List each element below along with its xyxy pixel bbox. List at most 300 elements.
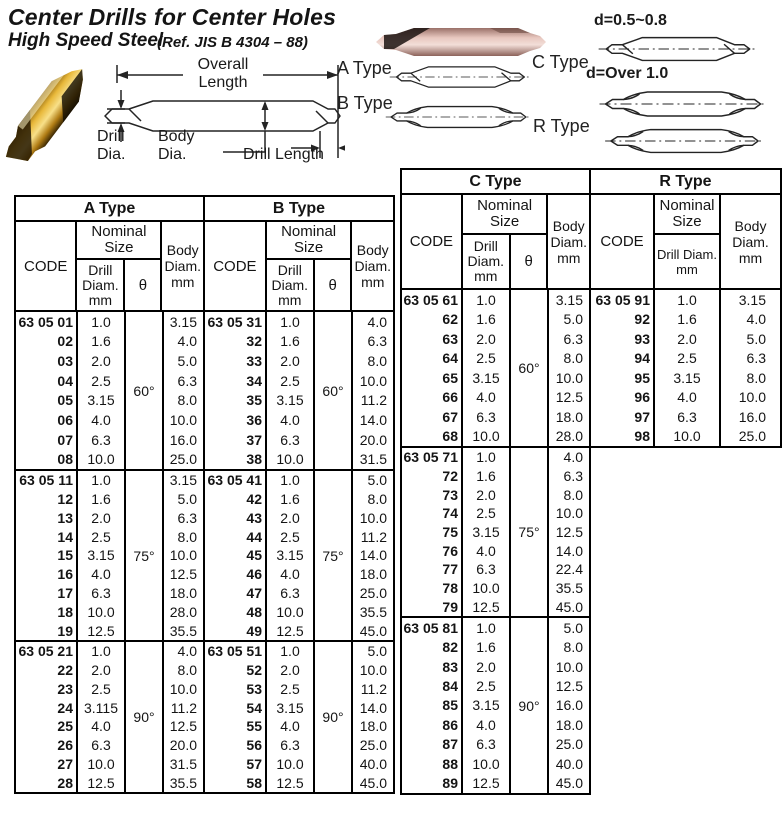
code-cell: 87 (442, 736, 458, 753)
drill-diam-cell: 1.0 (91, 643, 111, 660)
drill-diam-cell: 1.6 (476, 311, 496, 328)
drill-dia-label: Drill Dia. (97, 128, 126, 163)
body-diam-cell: 12.5 (555, 523, 583, 540)
drill-diam-cell: 1.6 (280, 333, 300, 350)
theta-cell: 90° (518, 697, 540, 714)
body-diam-cell: 35.5 (555, 579, 583, 596)
table-header-a (16, 222, 203, 312)
body-diam-cell: 45.0 (555, 598, 583, 615)
code-cell: 58 (246, 774, 262, 791)
body-diam-cell: 16.0 (738, 408, 766, 425)
drill-diam-cell: 1.0 (476, 291, 496, 308)
table-block (16, 640, 203, 792)
drill-diam-cell: 2.0 (91, 353, 111, 370)
code-cell: 32 (246, 333, 262, 350)
code-cell: 19 (57, 622, 73, 639)
body-diam-cell: 25.0 (359, 737, 387, 754)
header-body-diam: Body Diam. mm (732, 217, 769, 266)
drill-diam-cell: 10.0 (472, 428, 500, 445)
table-section-b (205, 195, 395, 794)
drill-diam-cell: 6.3 (91, 737, 111, 754)
body-diam-cell: 28.0 (555, 428, 583, 445)
body-diam-cell: 12.5 (169, 718, 197, 735)
code-cell: 26 (57, 737, 73, 754)
body-diam-cell: 35.5 (359, 603, 387, 620)
drill-diam-cell: 1.0 (280, 313, 300, 330)
code-cell: 38 (246, 451, 262, 468)
drill-diam-cell: 6.3 (476, 561, 496, 578)
body-diam-cell: 8.0 (746, 369, 766, 386)
body-diam-cell: 20.0 (169, 737, 197, 754)
code-cell: 04 (57, 372, 73, 389)
header-theta: θ (138, 276, 148, 294)
body-diam-cell: 5.0 (746, 330, 766, 347)
body-diam-cell: 8.0 (563, 350, 583, 367)
page-title: Center Drills for Center Holes (8, 4, 337, 30)
header-code: CODE (402, 195, 463, 288)
body-diam-cell: 10.0 (169, 411, 197, 428)
body-diam-cell: 14.0 (359, 547, 387, 564)
code-cell: 77 (442, 561, 458, 578)
drill-diam-cell: 3.115 (84, 699, 118, 716)
code-cell: 62 (442, 311, 458, 328)
code-cell: 25 (57, 718, 73, 735)
header-theta: θ (524, 253, 533, 270)
drill-diam-cell: 1.0 (677, 291, 697, 308)
drill-diam-cell: 1.0 (476, 449, 496, 466)
code-cell: 37 (246, 431, 262, 448)
reference-note: (Ref. JIS B 4304 – 88) (157, 34, 308, 51)
drill-diam-cell: 2.5 (280, 528, 300, 545)
body-diam-cell: 25.0 (169, 451, 197, 468)
body-diam-cell: 12.5 (555, 678, 583, 695)
drill-diam-cell: 2.0 (91, 509, 111, 526)
code-cell: 65 (442, 369, 458, 386)
drill-diam-cell: 4.0 (280, 566, 300, 583)
body-diam-cell: 31.5 (169, 755, 197, 772)
code-cell: 43 (246, 509, 262, 526)
drill-diam-cell: 3.15 (472, 523, 500, 540)
drill-diam-cell: 10.0 (87, 755, 115, 772)
code-cell: 47 (246, 584, 262, 601)
body-diam-cell: 28.0 (169, 603, 197, 620)
body-diam-cell: 12.5 (169, 566, 197, 583)
code-cell: 06 (57, 411, 73, 428)
code-cell: 97 (634, 408, 650, 425)
code-cell: 72 (442, 467, 458, 484)
drill-diam-cell: 1.0 (280, 472, 300, 489)
body-diam-cell: 18.0 (555, 408, 583, 425)
table-header-b (205, 222, 393, 312)
code-cell: 27 (57, 755, 73, 772)
code-cell: 85 (442, 697, 458, 714)
body-diam-cell: 10.0 (359, 372, 387, 389)
drill-diam-cell: 6.3 (91, 584, 111, 601)
body-diam-cell: 6.3 (563, 467, 583, 484)
code-cell: 17 (57, 584, 73, 601)
code-cell: 63 05 21 (18, 643, 73, 660)
code-cell: 78 (442, 579, 458, 596)
code-cell: 98 (634, 428, 650, 445)
d-small-label: d=0.5~0.8 (594, 12, 667, 29)
code-cell: 73 (442, 486, 458, 503)
drill-diam-cell: 12.5 (472, 598, 500, 615)
drill-diam-cell: 1.6 (476, 639, 496, 656)
body-diam-cell: 5.0 (177, 353, 197, 370)
drill-diam-cell: 3.15 (87, 547, 115, 564)
table-block (16, 469, 203, 640)
body-diam-cell: 5.0 (177, 491, 197, 508)
body-diam-cell: 6.3 (177, 372, 197, 389)
r-type-label: R Type (533, 116, 590, 136)
theta-cell: 90° (322, 709, 344, 725)
table-c-r (400, 168, 782, 795)
drill-diam-cell: 1.6 (476, 467, 496, 484)
code-cell: 08 (57, 451, 73, 468)
body-diam-cell: 40.0 (555, 755, 583, 772)
body-diam-cell: 25.0 (359, 584, 387, 601)
drill-diam-cell: 12.5 (87, 774, 115, 791)
drill-diam-cell: 6.3 (677, 408, 697, 425)
header-drill-diam: Drill Diam. mm (657, 246, 717, 277)
body-diam-cell: 4.0 (746, 311, 766, 328)
overall-length-label: Overall Length (197, 56, 249, 91)
body-diam-cell: 18.0 (359, 566, 387, 583)
code-cell: 63 05 01 (18, 313, 73, 330)
body-diam-cell: 4.0 (177, 333, 197, 350)
body-diam-cell: 10.0 (738, 389, 766, 406)
table-block (591, 290, 780, 446)
code-cell: 86 (442, 716, 458, 733)
body-diam-cell: 8.0 (177, 528, 197, 545)
b-type-drawing (384, 98, 532, 136)
table-section-a (14, 195, 205, 794)
b-type-label: B Type (337, 93, 393, 113)
code-cell: 03 (57, 353, 73, 370)
theta-cell: 60° (322, 382, 344, 399)
code-cell: 12 (57, 491, 73, 508)
code-cell: 76 (442, 542, 458, 559)
drill-diam-cell: 2.0 (280, 509, 300, 526)
code-cell: 63 (442, 330, 458, 347)
table-block (402, 290, 589, 446)
header-code: CODE (16, 222, 77, 310)
body-diam-cell: 3.15 (738, 291, 766, 308)
d-large-label: d=Over 1.0 (586, 65, 669, 82)
code-cell: 54 (246, 699, 262, 716)
drill-diam-cell: 2.0 (91, 662, 111, 679)
code-cell: 82 (442, 639, 458, 656)
body-diam-cell: 5.0 (563, 619, 583, 636)
drill-diam-cell: 6.3 (476, 408, 496, 425)
code-cell: 83 (442, 658, 458, 675)
drill-diam-cell: 4.0 (91, 718, 111, 735)
table-section-c (400, 168, 591, 795)
code-cell: 07 (57, 431, 73, 448)
drill-diam-cell: 1.6 (677, 311, 697, 328)
a-type-drawing (388, 60, 532, 94)
body-diam-cell: 10.0 (169, 547, 197, 564)
code-cell: 02 (57, 333, 73, 350)
body-diam-cell: 8.0 (367, 491, 387, 508)
body-diam-cell: 6.3 (367, 333, 387, 350)
drill-diam-cell: 2.0 (677, 330, 697, 347)
code-cell: 63 05 31 (207, 313, 262, 330)
header-drill-diam: Drill Diam. mm (463, 235, 511, 288)
drill-diam-cell: 2.5 (91, 372, 111, 389)
drill-diam-cell: 4.0 (280, 411, 300, 428)
code-cell: 52 (246, 662, 262, 679)
theta-cell: 60° (133, 382, 155, 399)
drill-length-label: Drill Length (243, 146, 324, 163)
theta-cell: 75° (133, 547, 155, 564)
body-diam-cell: 8.0 (367, 353, 387, 370)
drill-diam-cell: 1.0 (476, 619, 496, 636)
header-nominal-size: Nominal Size (77, 222, 160, 260)
body-diam-cell: 4.0 (177, 643, 197, 660)
code-cell: 18 (57, 603, 73, 620)
drill-diam-cell: 2.0 (280, 662, 300, 679)
body-diam-cell: 18.0 (555, 716, 583, 733)
code-cell: 63 05 11 (19, 472, 73, 489)
header-nominal-size: Nominal Size (463, 195, 547, 235)
drill-diam-cell: 6.3 (280, 431, 300, 448)
code-cell: 16 (57, 566, 73, 583)
body-diam-cell: 3.15 (169, 313, 197, 330)
theta-cell: 75° (322, 547, 344, 564)
header-body-diam: Body Diam. mm (164, 242, 202, 290)
body-diam-cell: 10.0 (555, 505, 583, 522)
r-type-drawing (594, 122, 774, 160)
table-a-b (14, 195, 395, 794)
body-diam-cell: 18.0 (169, 584, 197, 601)
body-diam-cell: 11.2 (170, 699, 197, 716)
table-block (205, 640, 393, 792)
code-cell: 35 (246, 392, 262, 409)
code-cell: 74 (442, 505, 458, 522)
drill-diam-cell: 2.5 (476, 678, 496, 695)
body-diam-cell: 10.0 (359, 662, 387, 679)
code-cell: 63 05 71 (403, 449, 458, 466)
code-cell: 46 (246, 566, 262, 583)
body-dia-label: Body Dia. (158, 128, 195, 163)
c-type-drawing-large (590, 84, 775, 124)
code-cell: 44 (246, 528, 262, 545)
drill-diam-cell: 2.0 (280, 353, 300, 370)
drill-diam-cell: 12.5 (276, 622, 304, 639)
drill-diam-cell: 1.0 (91, 472, 111, 489)
table-block (402, 616, 589, 793)
body-diam-cell: 25.0 (738, 428, 766, 445)
code-cell: 89 (442, 775, 458, 792)
drill-diam-cell: 2.5 (280, 372, 300, 389)
code-cell: 13 (57, 509, 73, 526)
drill-diam-cell: 12.5 (472, 775, 500, 792)
header-nominal-size: Nominal Size (267, 222, 351, 260)
body-diam-cell: 4.0 (563, 449, 583, 466)
code-cell: 84 (442, 678, 458, 695)
drill-diam-cell: 4.0 (476, 716, 496, 733)
table-block (402, 446, 589, 616)
code-cell: 57 (246, 755, 262, 772)
body-diam-cell: 5.0 (563, 311, 583, 328)
code-cell: 24 (57, 699, 73, 716)
drill-diam-cell: 6.3 (280, 584, 300, 601)
body-diam-cell: 3.15 (555, 291, 583, 308)
photo-center-drill-steel (370, 20, 550, 64)
code-cell: 23 (57, 680, 73, 697)
header-code: CODE (591, 195, 655, 288)
drill-diam-cell: 2.5 (91, 680, 111, 697)
table-header-c (402, 195, 589, 290)
body-diam-cell: 6.3 (563, 330, 583, 347)
body-diam-cell: 45.0 (555, 775, 583, 792)
code-cell: 45 (246, 547, 262, 564)
code-cell: 66 (442, 389, 458, 406)
body-diam-cell: 45.0 (359, 622, 387, 639)
code-cell: 55 (246, 718, 262, 735)
body-diam-cell: 18.0 (359, 718, 387, 735)
page-subtitle: High Speed Steel (8, 30, 164, 51)
photo-center-drill-gold (2, 58, 90, 176)
drill-diam-cell: 2.5 (280, 680, 300, 697)
code-cell: 75 (442, 523, 458, 540)
code-cell: 34 (246, 372, 262, 389)
header-nominal-size: Nominal Size (655, 195, 719, 235)
drill-diam-cell: 2.0 (476, 486, 496, 503)
body-diam-cell: 14.0 (359, 411, 387, 428)
table-title-c: C Type (402, 170, 589, 195)
body-diam-cell: 25.0 (555, 736, 583, 753)
theta-cell: 75° (518, 524, 540, 540)
drill-diam-cell: 1.6 (91, 333, 111, 350)
drill-diam-cell: 12.5 (87, 622, 115, 639)
drill-diam-cell: 6.3 (476, 736, 496, 753)
code-cell: 95 (634, 369, 650, 386)
body-diam-cell: 10.0 (555, 369, 583, 386)
code-cell: 63 05 91 (595, 291, 650, 308)
drill-diam-cell: 10.0 (472, 579, 500, 596)
drill-diam-cell: 2.5 (91, 528, 111, 545)
body-diam-cell: 3.15 (169, 472, 197, 489)
drill-diam-cell: 4.0 (677, 389, 697, 406)
body-diam-cell: 14.0 (555, 542, 583, 559)
code-cell: 36 (246, 411, 262, 428)
body-diam-cell: 8.0 (563, 486, 583, 503)
table-title-a: A Type (16, 197, 203, 222)
header-body-diam: Body Diam. mm (354, 242, 392, 290)
drill-diam-cell: 4.0 (476, 389, 496, 406)
body-diam-cell: 16.0 (555, 697, 583, 714)
drill-diam-cell: 3.15 (472, 369, 500, 386)
body-diam-cell: 12.5 (555, 389, 583, 406)
body-diam-cell: 16.0 (169, 431, 197, 448)
code-cell: 33 (246, 353, 262, 370)
theta-cell: 90° (133, 709, 155, 725)
body-diam-cell: 45.0 (359, 774, 387, 791)
body-diam-cell: 10.0 (169, 680, 197, 697)
body-diam-cell: 10.0 (555, 658, 583, 675)
body-diam-cell: 4.0 (367, 313, 387, 330)
code-cell: 48 (246, 603, 262, 620)
drill-diam-cell: 2.5 (476, 505, 496, 522)
drill-diam-cell: 3.15 (673, 369, 701, 386)
body-diam-cell: 10.0 (359, 509, 387, 526)
code-cell: 05 (57, 392, 73, 409)
body-diam-cell: 6.3 (746, 350, 766, 367)
drill-diam-cell: 1.6 (91, 491, 111, 508)
a-type-label: A Type (337, 58, 392, 78)
drill-diam-cell: 1.0 (280, 643, 300, 660)
code-cell: 63 05 81 (403, 619, 458, 636)
body-diam-cell: 8.0 (177, 392, 197, 409)
drill-diam-cell: 3.15 (276, 392, 304, 409)
table-header-r (591, 195, 780, 290)
table-block (205, 312, 393, 469)
drill-diam-cell: 10.0 (276, 451, 304, 468)
drill-diam-cell: 10.0 (87, 603, 115, 620)
table-title-r: R Type (591, 170, 780, 195)
drill-diam-cell: 3.15 (276, 547, 304, 564)
drill-diam-cell: 3.15 (472, 697, 500, 714)
code-cell: 88 (442, 755, 458, 772)
table-block (205, 469, 393, 640)
drill-diam-cell: 2.5 (476, 350, 496, 367)
code-cell: 63 05 41 (207, 472, 262, 489)
body-diam-cell: 8.0 (177, 662, 197, 679)
drill-diam-cell: 10.0 (276, 603, 304, 620)
drill-diam-cell: 4.0 (280, 718, 300, 735)
code-cell: 92 (634, 311, 650, 328)
code-cell: 96 (634, 389, 650, 406)
code-cell: 14 (57, 528, 73, 545)
drill-diam-cell: 1.6 (280, 491, 300, 508)
drill-diam-cell: 4.0 (91, 411, 111, 428)
c-type-drawing-small (585, 30, 770, 68)
code-cell: 63 05 61 (403, 291, 458, 308)
code-cell: 93 (634, 330, 650, 347)
c-type-label: C Type (532, 52, 589, 72)
table-block (16, 312, 203, 469)
body-diam-cell: 22.4 (555, 561, 583, 578)
code-cell: 22 (57, 662, 73, 679)
code-cell: 49 (246, 622, 262, 639)
body-diam-cell: 11.2 (360, 392, 387, 409)
body-diam-cell: 5.0 (367, 472, 387, 489)
header-theta: θ (328, 276, 337, 294)
body-diam-cell: 5.0 (367, 643, 387, 660)
code-cell: 56 (246, 737, 262, 754)
code-cell: 15 (57, 547, 73, 564)
code-cell: 63 05 51 (207, 643, 262, 660)
header-code: CODE (205, 222, 267, 310)
header-drill-diam: Drill Diam. mm (267, 260, 315, 310)
code-cell: 28 (57, 774, 73, 791)
code-cell: 64 (442, 350, 458, 367)
body-diam-cell: 14.0 (359, 699, 387, 716)
table-title-b: B Type (205, 197, 393, 222)
drill-diam-cell: 10.0 (276, 755, 304, 772)
code-cell: 94 (634, 350, 650, 367)
drill-diam-cell: 3.15 (87, 392, 115, 409)
body-diam-cell: 35.5 (169, 622, 197, 639)
body-diam-cell: 31.5 (359, 451, 387, 468)
drill-diam-cell: 10.0 (673, 428, 701, 445)
body-diam-cell: 35.5 (169, 774, 197, 791)
body-diam-cell: 8.0 (563, 639, 583, 656)
drill-diam-cell: 4.0 (476, 542, 496, 559)
drill-diam-cell: 1.0 (91, 313, 111, 330)
